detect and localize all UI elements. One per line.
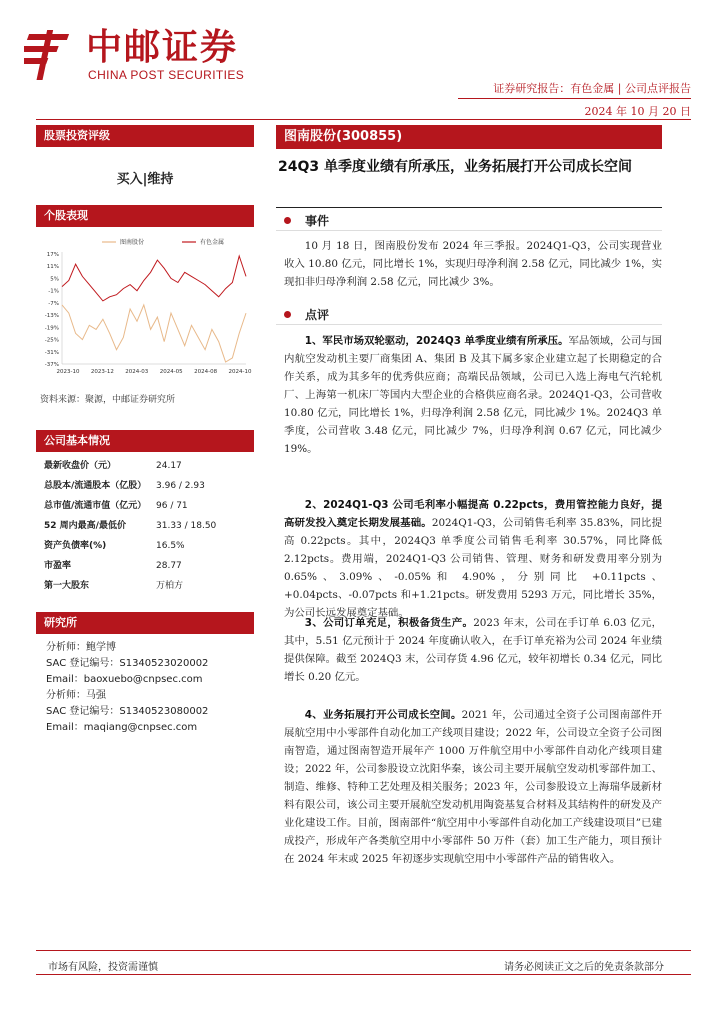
- info-key: 52 周内最高/最低价: [44, 521, 126, 531]
- analyst-line: SAC 登记编号：S1340523020002: [46, 658, 209, 669]
- event-heading: [284, 212, 329, 229]
- x-tick-label: 2024-05: [159, 369, 183, 375]
- analyst-line: SAC 登记编号：S1340523080002: [46, 706, 209, 717]
- logo-cn-text: 中邮证券: [86, 27, 239, 68]
- title-rule: [276, 207, 662, 208]
- report-type: 证券研究报告：有色金属 | 公司点评报告: [493, 82, 691, 95]
- footer-disclaimer: 请务必阅读正文之后的免责条款部分: [504, 962, 664, 973]
- company-logo: [24, 26, 264, 86]
- performance-section-title: 个股表现: [36, 205, 254, 227]
- footer-divider: [36, 950, 691, 951]
- header-divider-2: [36, 119, 691, 120]
- info-key: 最新收盘价（元）: [44, 461, 117, 471]
- info-value: 96 / 71: [156, 501, 188, 511]
- info-key: 第一大股东: [44, 581, 90, 591]
- y-tick-label: -37%: [44, 362, 59, 368]
- y-tick-label: 5%: [50, 276, 59, 283]
- series-line-2: [62, 256, 246, 301]
- rating-value: 买入|维持: [116, 172, 174, 187]
- info-row: [44, 536, 254, 556]
- legend-label: 图南股份: [120, 239, 145, 246]
- event-rule: [276, 230, 662, 231]
- y-tick-label: -1%: [48, 288, 59, 295]
- y-tick-label: -13%: [44, 313, 59, 320]
- info-row: [44, 556, 254, 576]
- point-3-lead: 3、公司订单充足，积极备货生产。: [304, 617, 474, 629]
- header-divider: [458, 98, 691, 99]
- point-3-paragraph: [284, 614, 662, 686]
- y-tick-label: -31%: [44, 349, 59, 356]
- y-tick-label: -25%: [44, 337, 59, 344]
- x-tick-label: 2023-10: [56, 369, 80, 375]
- info-value: 3.96 / 2.93: [156, 481, 205, 491]
- point-4-lead: 4、业务拓展打开公司成长空间。: [304, 709, 462, 721]
- report-date: 2024 年 10 月 20 日: [584, 105, 691, 118]
- research-section-title: 研究所: [36, 612, 254, 634]
- analyst-line: 分析师：鲍学博: [46, 642, 116, 653]
- point-2-paragraph: [284, 496, 662, 622]
- analyst-list: [46, 640, 208, 736]
- series-line-1: [62, 305, 246, 362]
- point-4-paragraph: [284, 706, 662, 868]
- info-value: 万柏方: [156, 581, 184, 591]
- info-value: 24.17: [156, 461, 182, 471]
- china-post-logo-icon: [24, 26, 76, 82]
- info-row: [44, 516, 254, 536]
- x-tick-label: 2024-08: [194, 369, 218, 375]
- analyst-line: Email：baoxuebo@cnpsec.com: [46, 674, 203, 685]
- logo-en-text: CHINA POST SECURITIES: [88, 68, 245, 82]
- stock-name-bar: 图南股份(300855): [276, 125, 662, 149]
- y-tick-label: 17%: [46, 252, 59, 258]
- info-value: 16.5%: [156, 541, 185, 551]
- info-row: [44, 576, 254, 596]
- comment-rule: [276, 324, 662, 325]
- analyst-line: 分析师：马强: [46, 690, 106, 701]
- info-row: [44, 456, 254, 476]
- x-tick-label: 2024-03: [125, 369, 149, 375]
- bullet-dot-icon: [284, 217, 291, 224]
- y-tick-label: 11%: [46, 264, 59, 271]
- info-key: 总股本/流通股本（亿股）: [44, 481, 147, 491]
- info-row: [44, 496, 254, 516]
- analyst-line: Email：maqiang@cnpsec.com: [46, 722, 198, 733]
- y-tick-label: -19%: [44, 325, 59, 332]
- basic-info-section-title: 公司基本情况: [36, 430, 254, 452]
- comment-heading: [284, 306, 329, 323]
- point-1-paragraph: [284, 332, 662, 458]
- rating-section-title: 股票投资评级: [36, 125, 254, 147]
- point-2-text: 2024Q1-Q3，公司销售毛利率 35.83%，同比提高 0.22pcts。其中，2024Q3 单季度公司销售毛利率 30.57%，同比降低 2.12pcts。费用端，2024Q1-Q3 公司销售、管理、财务和研发费用率分别为 0.65%、3.09%、-0.05%和 4.90%，分别同比 +0.11pcts、+0.04pcts、-0.07pcts 和+1.21pcts。研发费用 5293 万元，同比增长 35%，为公司长远发展奠定基础。: [284, 517, 663, 619]
- info-value: 28.77: [156, 561, 182, 571]
- point-4-text: 2021 年，公司通过全资子公司图南部件开展航空用中小零部件自动化加工产线项目建设；2022 年，公司设立全资子公司图南智造，通过图南智造开展年产 1000 万件航空用中小零部件自动化产线项目建设；2022 年，公司参股设立沈阳华秦，该公司主要开展航空发动机零部件加工、制造、维修、特种工艺处理及相关服务；2023 年，公司参股设立上海瑞华晟新材料有限公司，该公司主要开展航空发动机用陶瓷基复合材料及其结构件的研发及产业化建设工作。目前，图南部件“航空用中小零部件自动化加工产线建设项目”已建成投产，形成年产各类航空用中小零部件 50 万件（套）加工生产能力，项目预计在 2024 年末或 2025 年初逐步实现航空用中小零部件产品的销售收入。: [284, 709, 662, 865]
- footer-divider-2: [36, 974, 691, 975]
- info-row: [44, 476, 254, 496]
- legend-label: 有色金属: [200, 239, 225, 246]
- point-2-lead: 2、2024Q1-Q3 公司毛利率小幅提高 0.22pcts，费用管控能力良好，提高研发投入奠定长期发展基础。: [284, 499, 662, 529]
- footer-risk-note: 市场有风险，投资需谨慎: [48, 962, 158, 973]
- report-title: 24Q3 单季度业绩有所承压，业务拓展打开公司成长空间: [278, 159, 632, 175]
- stock-performance-chart: [36, 230, 254, 378]
- point-3-text: 2023 年末，公司在手订单 6.03 亿元，其中，5.51 亿元预计于 2024 年度确认收入，在手订单充裕为公司 2024 年业绩提供保障。截至 2024Q3 末，公司存货 4.96 亿元，较年初增长 0.34 亿元，同比增长 0.20 亿元。: [284, 617, 662, 683]
- event-heading-text: 事件: [305, 214, 330, 228]
- event-paragraph: 10 月 18 日，图南股份发布 2024 年三季报。2024Q1-Q3，公司实现营业收入 10.80 亿元，同比增长 1%，实现归母净利润 2.58 亿元，同比减少 1%，实现扣非归母净利润 2.58 亿元，同比减少 3%。: [284, 240, 662, 288]
- comment-heading-text: 点评: [305, 308, 330, 322]
- y-tick-label: -7%: [48, 300, 59, 307]
- x-tick-label: 2023-12: [90, 369, 114, 375]
- basic-info-table: [44, 456, 254, 596]
- point-1-lead: 1、军民市场双轮驱动，2024Q3 单季度业绩有所承压。: [304, 335, 569, 347]
- x-tick-label: 2024-10: [228, 369, 252, 375]
- info-key: 总市值/流通市值（亿元）: [44, 501, 147, 511]
- info-value: 31.33 / 18.50: [156, 521, 217, 531]
- bullet-dot-icon: [284, 311, 291, 318]
- point-1-text: 军品领域，公司与国内航空发动机主要厂商集团 A、集团 B 及其下属多家企业建立起了长期稳定的合作关系，成为其多年的优秀供应商；高端民品领域，公司已入选上海电气汽轮机厂、上海第一机床厂等国内大型企业的合格供应商名录。2024Q1-Q3，公司营收 10.80 亿元，同比增长 1%，归母净利润 2.58 亿元，同比减少 1%。2024Q3 单季度，公司营收 3.48 亿元，同比减少 7%，归母净利润 0.67 亿元，同比减少 19%。: [284, 335, 663, 455]
- info-key: 市盈率: [44, 561, 72, 571]
- info-key: 资产负债率(%): [44, 541, 107, 551]
- chart-source-note: 资料来源：聚源，中邮证券研究所: [40, 395, 176, 405]
